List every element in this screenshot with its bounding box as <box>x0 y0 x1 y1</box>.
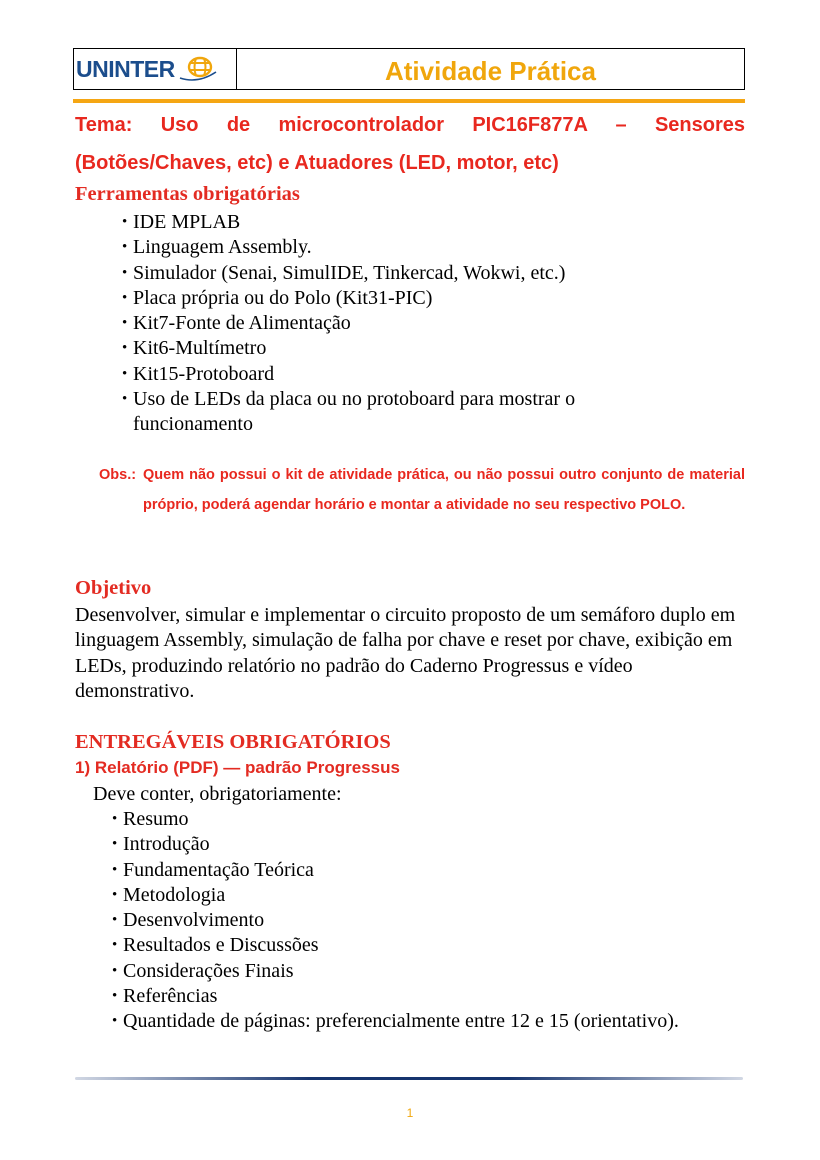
globe-logo-icon <box>178 54 218 84</box>
list-item: • Linguagem Assembly. <box>133 235 693 260</box>
list-item: • Metodologia <box>123 883 763 908</box>
logo-text: UNINTER <box>76 55 175 82</box>
header-box <box>73 48 745 90</box>
list-item: • Placa própria ou do Polo (Kit31-PIC) <box>133 286 693 311</box>
observation-text: Quem não possui o kit de atividade prática, ou não possui outro conjunto de material próprio, poderá agendar horário e montar a atividade no seu respectivo POLO. <box>143 467 745 513</box>
list-item: • Fundamentação Teórica <box>123 858 763 883</box>
observation-note <box>99 460 745 520</box>
list-item: • Resultados e Discussões <box>123 933 763 958</box>
list-item: • Resumo <box>123 807 763 832</box>
footer-rule <box>75 1077 743 1080</box>
theme-heading: Tema: Uso de microcontrolador PIC16F877A – Sensores (Botões/Chaves, etc) e Atuadores (LED, motor, etc) <box>75 114 745 174</box>
list-item: • Kit7-Fonte de Alimentação <box>133 311 693 336</box>
objective-heading: Objetivo <box>75 577 152 599</box>
list-item: • Kit15-Protoboard <box>133 362 693 387</box>
list-item: • Desenvolvimento <box>123 908 763 933</box>
page-number: 1 <box>406 1106 414 1120</box>
report-sections-list <box>123 807 763 1035</box>
list-item: • Simulador (Senai, SimulIDE, Tinkercad, Wokwi, etc.) <box>133 261 693 286</box>
list-item: • Uso de LEDs da placa ou no protoboard para mostrar o funcionamento <box>133 387 693 438</box>
document-title: Atividade Prática <box>385 55 596 86</box>
logo <box>74 49 237 89</box>
observation-label: Obs.: <box>99 467 137 483</box>
list-item: • Considerações Finais <box>123 959 763 984</box>
tools-heading: Ferramentas obrigatórias <box>75 183 300 205</box>
list-item: • Referências <box>123 984 763 1009</box>
objective-text: Desenvolver, simular e implementar o circuito proposto de um semáforo duplo em linguagem Assembly, simulação de falha por chave e reset por chave, exibição em LEDs, produzindo relatório no padrão do Caderno Progressus e vídeo demonstrativo. <box>75 604 736 702</box>
list-item: • Kit6-Multímetro <box>133 336 693 361</box>
deliverables-heading: ENTREGÁVEIS OBRIGATÓRIOS <box>75 731 391 753</box>
list-item: • IDE MPLAB <box>133 210 693 235</box>
header-rule <box>73 99 745 103</box>
list-item: • Quantidade de páginas: preferencialmente entre 12 e 15 (orientativo). <box>123 1009 763 1034</box>
report-subheading: 1) Relatório (PDF) — padrão Progressus <box>75 758 400 777</box>
tools-list <box>133 210 693 438</box>
list-item: • Introdução <box>123 832 763 857</box>
deliverables-intro: Deve conter, obrigatoriamente: <box>93 783 342 805</box>
